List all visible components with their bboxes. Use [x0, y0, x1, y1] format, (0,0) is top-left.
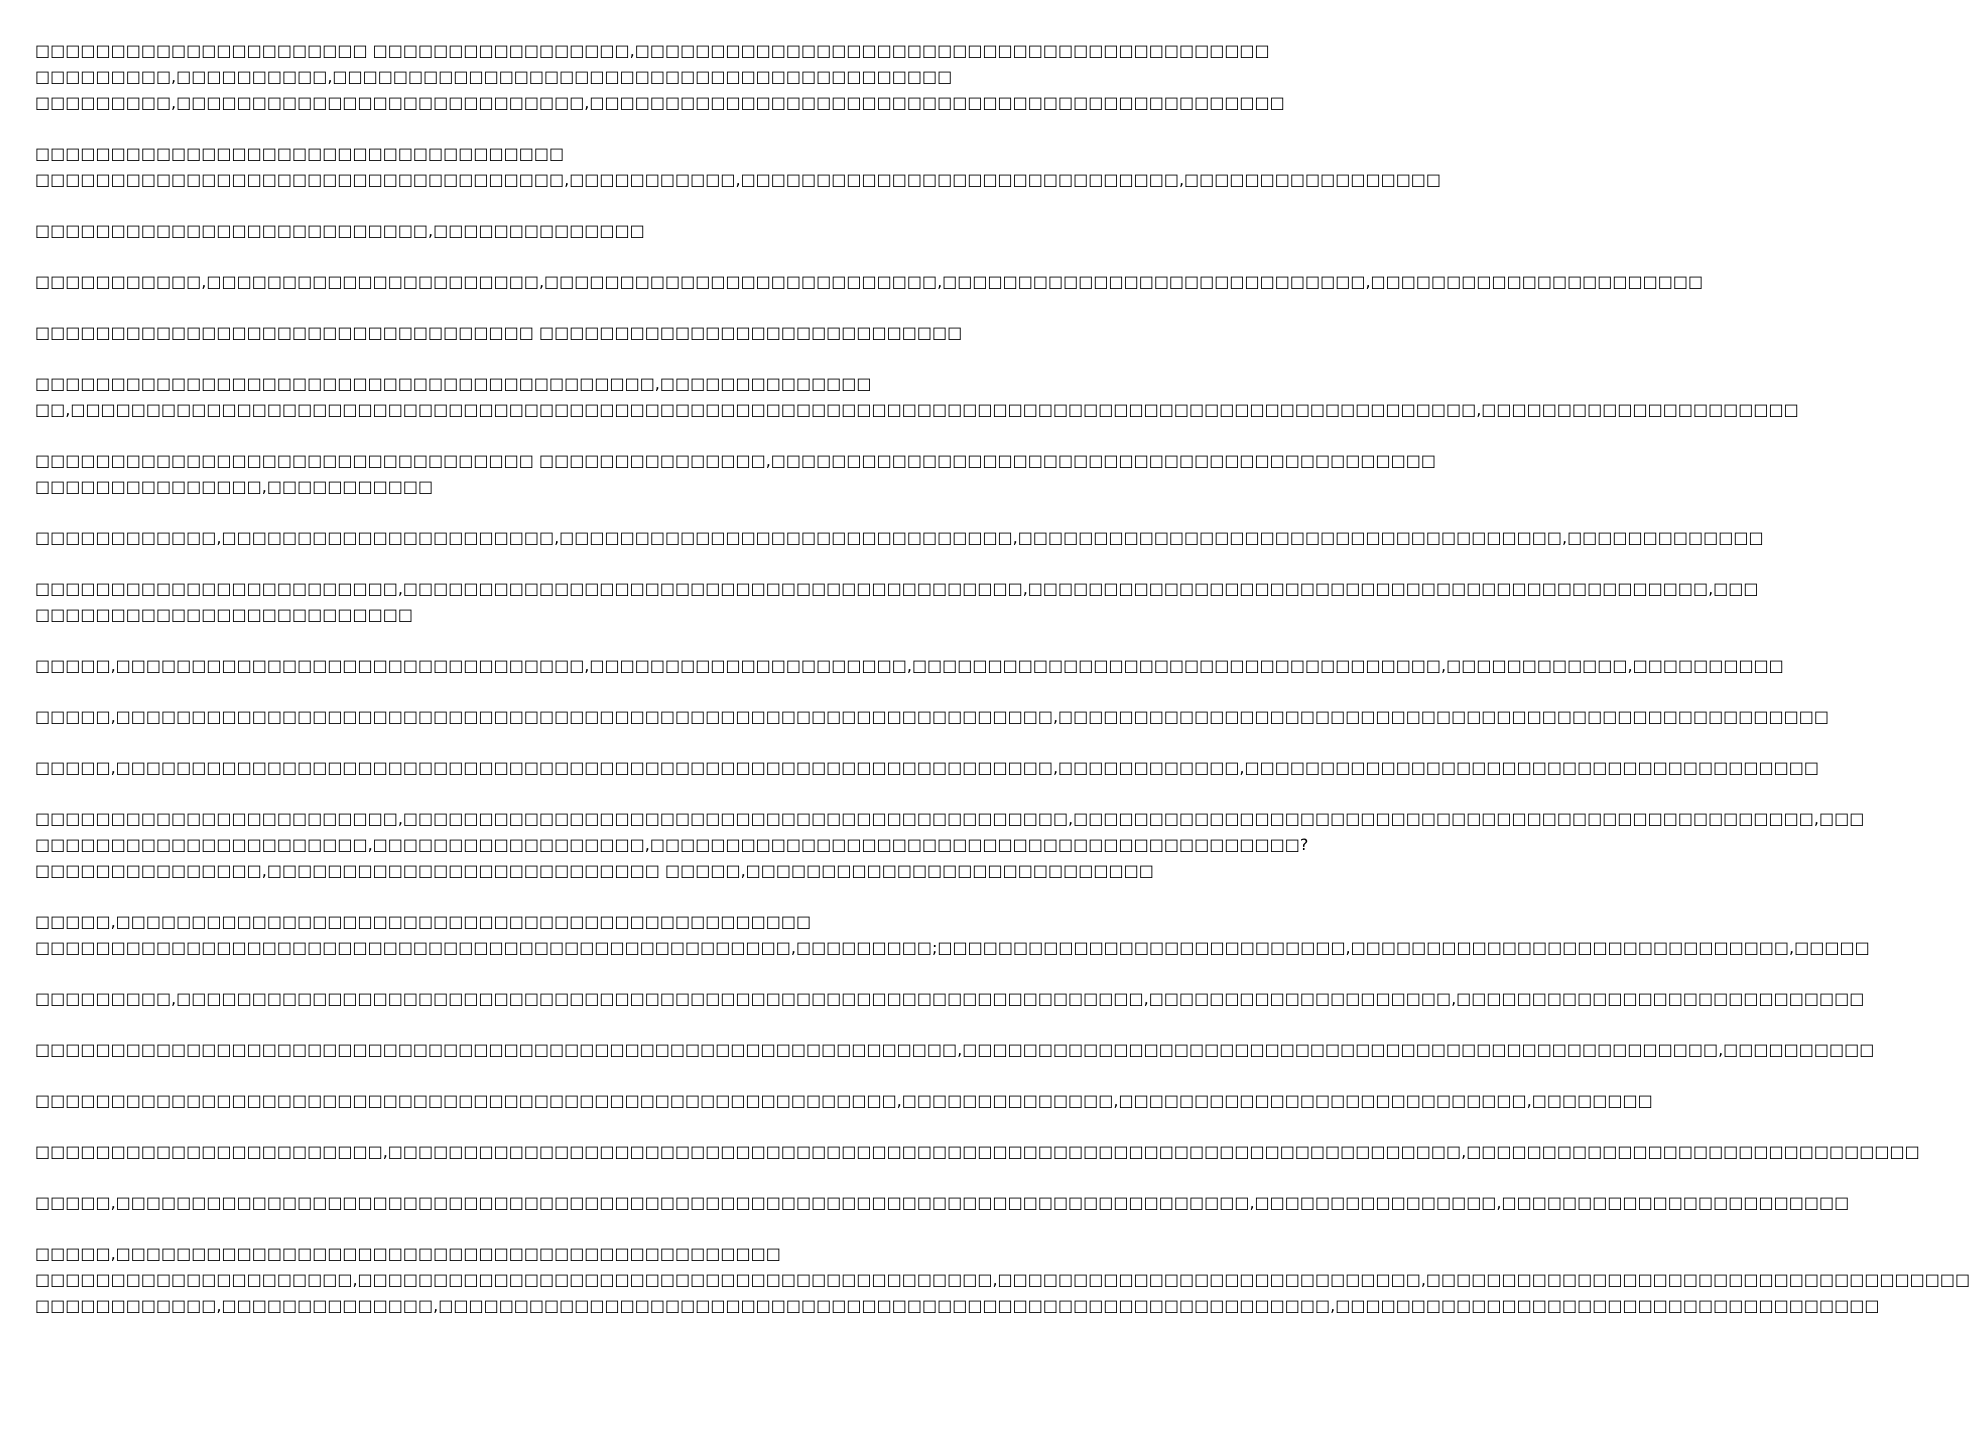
- text-line: □□□□□□□□□□□□□□□,□□□□□□□□□□□□□□□□□□□□□□□□□□ □□□□□,□□□□□□□□□□□□□□□□□□□□□□□□□□□: [35, 861, 1154, 880]
- text-line: □□□□□□□□□□□□□□□□□□□□□□□□□□□□□□□□□ □□□□□□□□□□□□□□□,□□□□□□□□□□□□□□□□□□□□□□□□□□□□□□□□□□□□□□□□□□□□: [35, 451, 1436, 470]
- text-line: □□□□□□□□□,□□□□□□□□□□□□□□□□□□□□□□□□□□□,□□□□□□□□□□□□□□□□□□□□□□□□□□□□□□□□□□□□□□□□□□□□□□: [35, 93, 1285, 112]
- paragraph: [35, 525, 1764, 551]
- text-line: □□□□□□□□□□□,□□□□□□□□□□□□□□□□□□□□□□,□□□□□□□□□□□□□□□□□□□□□□□□□□,□□□□□□□□□□□□□□□□□□□□□□□□□□□□,□□□□□□□□□□□□□□□□□□□□□□: [35, 272, 1704, 291]
- paragraph: [35, 755, 1819, 781]
- text-line: □□□□□□□□□□□□□□□□□□□□□□□□□: [35, 605, 413, 624]
- paragraph: [35, 1241, 1970, 1319]
- text-line: □□□□□□□□□□□□□□□□□□□□□□□□□□□□□□□□□□□□□□□□□,□□□□□□□□□□□□□□: [35, 374, 872, 393]
- text-line: □□□□□□□□□□□□□□□,□□□□□□□□□□□: [35, 477, 434, 496]
- paragraph: [35, 986, 1865, 1012]
- paragraph: [35, 448, 1436, 500]
- paragraph: [35, 1190, 1850, 1216]
- paragraph: [35, 1139, 1920, 1165]
- text-line: □□□□□□□□□□□□,□□□□□□□□□□□□□□,□□□□□□□□□□□□□□□□□□□□□□□□□□□□□□□□□□□□□□□□□□□□□□□□□□□□□□□□□□□,□□□□□□□□□□□□□□□□□□□□□□□□□□□□□□□□□□□□: [35, 1296, 1880, 1315]
- text-line: □□□□□□□□□,□□□□□□□□□□,□□□□□□□□□□□□□□□□□□□□□□□□□□□□□□□□□□□□□□□□□: [35, 67, 953, 86]
- text-line: □□□□□□□□□□□□□□□□□□□□□□□,□□□□□□□□□□□□□□□□□□□□□□□□□□□□□□□□□□□□□□□□□□□□□□□□□□□□□□□□□□□□□□□□□□□□□□□,□□□□□□□□□□□□□□□□□□□□□□□□□□□□□□: [35, 1142, 1920, 1161]
- text-line: □□□□□,□□□□□□□□□□□□□□□□□□□□□□□□□□□□□□□□□□□□□□□□□□□□□□□□□□□□□□□□□□□□□□,□□□□□□□□□□□□□□□□□□□□□□□□□□□□□□□□□□□□□□□□□□□□□□□□□□□: [35, 707, 1829, 726]
- text-line: □□,□□□□□□□□□□□□□□□□□□□□□□□□□□□□□□□□□□□□□□□□□□□□□□□□□□□□□□□□□□□□□□□□□□□□□□□□□□□□□□□□□□□□□□□□□□□□□,□□□□□□□□□□□□□□□□□□□□□: [35, 400, 1799, 419]
- paragraph: [35, 653, 1784, 679]
- text-line: □□□□□□□□□□□□,□□□□□□□□□□□□□□□□□□□□□□,□□□□□□□□□□□□□□□□□□□□□□□□□□□□□□,□□□□□□□□□□□□□□□□□□□□□□□□□□□□□□□□□□□□,□□□□□□□□□□□□□: [35, 528, 1764, 547]
- text-line: □□□□□□□□□,□□□□□□□□□□□□□□□□□□□□□□□□□□□□□□□□□□□□□□□□□□□□□□□□□□□□□□□□□□□□□□□□,□□□□□□□□□□□□□□□□□□□□,□□□□□□□□□□□□□□□□□□□□□□□□□□□: [35, 989, 1865, 1008]
- text-line: □□□□□□□□□□□□□□□□□□□□□□□□□□□□□□□□□□□,□□□□□□□□□□□,□□□□□□□□□□□□□□□□□□□□□□□□□□□□□,□□□□□□□□□□□□□□□□□: [35, 170, 1442, 189]
- paragraph: [35, 269, 1704, 295]
- text-line: □□□□□□□□□□□□□□□□□□□□□□□□,□□□□□□□□□□□□□□□□□□□□□□□□□□□□□□□□□□□□□□□□□,□□□□□□□□□□□□□□□□□□□□□□□□□□□□□□□□□□□□□□□□□□□□□,□□□: [35, 579, 1759, 598]
- paragraph: [35, 38, 1285, 116]
- paragraph: [35, 704, 1829, 730]
- text-line: □□□□□,□□□□□□□□□□□□□□□□□□□□□□□□□□□□□□□□□□□□□□□□□□□□: [35, 1244, 781, 1263]
- text-line: □□□□□□□□□□□□□□□□□□□□□□□□□□□□□□□□□□□□□□□□□□□□□□□□□□□□□□□□□,□□□□□□□□□□□□□□,□□□□□□□□□□□□□□□□□□□□□□□□□□□,□□□□□□□□: [35, 1091, 1653, 1110]
- text-line: □□□□□□□□□□□□□□□□□□□□□□,□□□□□□□□□□□□□□□□□□,□□□□□□□□□□□□□□□□□□□□□□□□□□□□□□□□□□□□□□□□□□□?: [35, 835, 1309, 854]
- paragraph: [35, 320, 990, 346]
- text-line: □□□□□□□□□□□□□□□□□□□□□□□□□□□□□□□□□□□□□□□□□□□□□□□□□□,□□□□□□□□□;□□□□□□□□□□□□□□□□□□□□□□□□□□□,□□□□□□□□□□□□□□□□□□□□□□□□□□□□□,□□□□□: [35, 938, 1870, 957]
- text-line: □□□□□□□□□□□□□□□□□□□□□□□□,□□□□□□□□□□□□□□□□□□□□□□□□□□□□□□□□□□□□□□□□□□□□,□□□□□□□□□□□□□□□□□□□□□□□□□□□□□□□□□□□□□□□□□□□□□□□□□,□□□: [35, 809, 1865, 828]
- document-body: [35, 38, 1970, 1344]
- text-line: □□□□□□□□□□□□□□□□□□□□□□ □□□□□□□□□□□□□□□□□,□□□□□□□□□□□□□□□□□□□□□□□□□□□□□□□□□□□□□□□□□□: [35, 41, 1270, 60]
- text-line: □□□□□,□□□□□□□□□□□□□□□□□□□□□□□□□□□□□□□,□□□□□□□□□□□□□□□□□□□□□,□□□□□□□□□□□□□□□□□□□□□□□□□□□□□□□□□□□,□□□□□□□□□□□□,□□□□□□□□□□: [35, 656, 1784, 675]
- paragraph: [35, 1037, 1875, 1063]
- text-line: □□□□□□□□□□□□□□□□□□□□□,□□□□□□□□□□□□□□□□□□□□□□□□□□□□□□□□□□□□□□□□□□,□□□□□□□□□□□□□□□□□□□□□□□□□□□□,□□□□□□□□□□□□□□□□□□□□□□□□□□□□□□□□□□□□: [35, 1270, 1970, 1289]
- text-line: □□□□□,□□□□□□□□□□□□□□□□□□□□□□□□□□□□□□□□□□□□□□□□□□□□□□□□□□□□□□□□□□□□□□□□□□□□□□□□□□□,□□□□□□□□□□□□□□□□,□□□□□□□□□□□□□□□□□□□□□□□: [35, 1193, 1850, 1212]
- text-line: □□□□□,□□□□□□□□□□□□□□□□□□□□□□□□□□□□□□□□□□□□□□□□□□□□□□□□□□□□□□□□□□□□□□,□□□□□□□□□□□□,□□□□□□□□□□□□□□□□□□□□□□□□□□□□□□□□□□□□□□: [35, 758, 1819, 777]
- text-line: □□□□□,□□□□□□□□□□□□□□□□□□□□□□□□□□□□□□□□□□□□□□□□□□□□□□: [35, 912, 812, 931]
- paragraph: [35, 218, 990, 244]
- paragraph: [35, 806, 1865, 884]
- text-line: □□□□□□□□□□□□□□□□□□□□□□□□□□□□□□□□□□□: [35, 144, 565, 163]
- text-line: □□□□□□□□□□□□□□□□□□□□□□□□□□□□□□□□□□□□□□□□□□□□□□□□□□□□□□□□□□□□□,□□□□□□□□□□□□□□□□□□□□□□□□□□□□□□□□□□□□□□□□□□□□□□□□□□,□□□□□□□□□□: [35, 1040, 1875, 1059]
- text-line: □□□□□□□□□□□□□□□□□□□□□□□□□□□□□□□□□ □□□□□□□□□□□□□□□□□□□□□□□□□□□□: [35, 323, 963, 342]
- paragraph: [35, 371, 1799, 423]
- paragraph: [35, 909, 1870, 961]
- paragraph: [35, 1088, 1653, 1114]
- text-line: □□□□□□□□□□□□□□□□□□□□□□□□□□,□□□□□□□□□□□□□□: [35, 221, 645, 240]
- paragraph: [35, 576, 1759, 628]
- paragraph: [35, 141, 1442, 193]
